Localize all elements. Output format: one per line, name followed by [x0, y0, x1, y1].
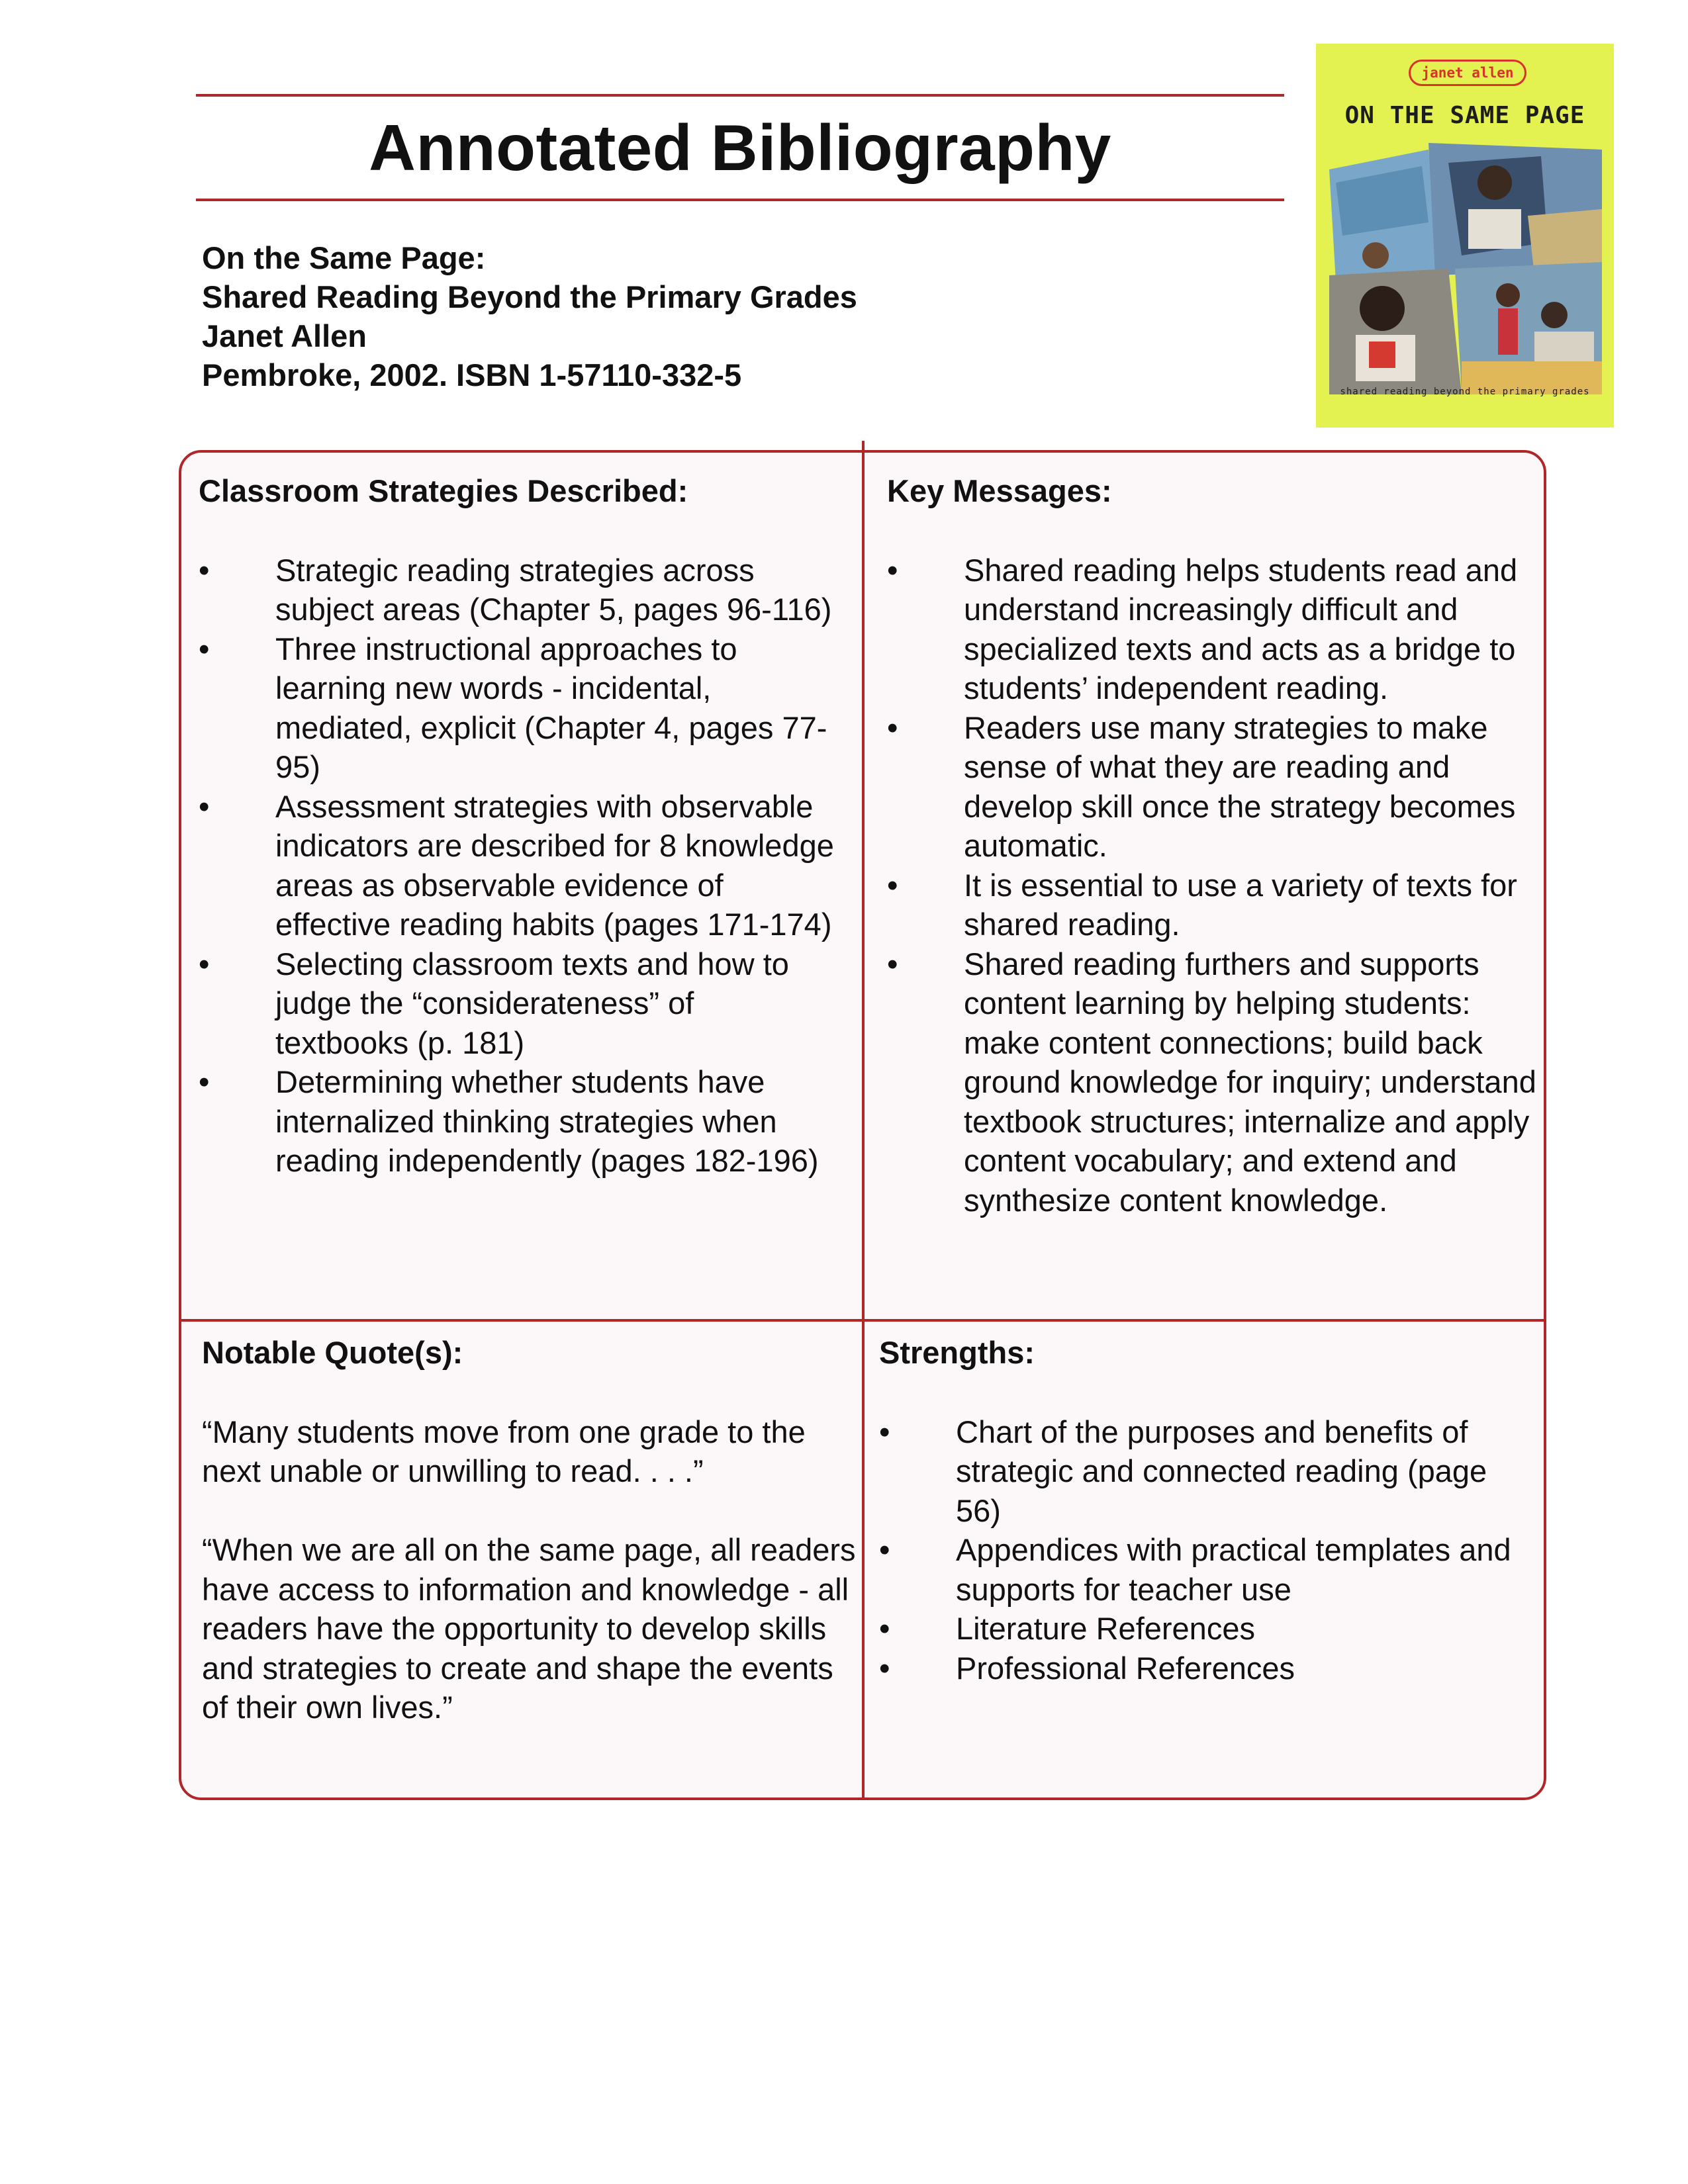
list-item-text: Readers use many strategies to make sense of what they are reading and develop skill once the strategy becomes automatic.: [964, 709, 1516, 863]
section-heading: Strengths:: [879, 1335, 1035, 1370]
bullet-icon: •: [199, 1064, 210, 1099]
page-title: Annotated Bibliography: [369, 111, 1111, 184]
messages-list: [887, 551, 1542, 1220]
list-item-text: Shared reading helps students read and understand increasingly difficult and specialized texts and acts as a bridge to students’ independent reading.: [964, 552, 1518, 705]
book-publication: Pembroke, 2002. ISBN 1-57110-332-5: [202, 357, 742, 392]
bullet-icon: •: [887, 946, 898, 981]
book-title-line: Shared Reading Beyond the Primary Grades: [202, 279, 857, 314]
list-item-text: Three instructional approaches to learning new words - incidental, mediated, explicit (Chapter 4, pages 77-95): [275, 631, 827, 784]
strengths-cell: [879, 1333, 1534, 1688]
list-item-text: Literature References: [956, 1611, 1255, 1646]
section-heading: Notable Quote(s):: [202, 1335, 463, 1370]
title-rule-top: [196, 94, 1284, 97]
bullet-icon: •: [199, 631, 210, 666]
list-item-text: Selecting classroom texts and how to judge the “considerateness” of textbooks (p. 181): [275, 946, 789, 1060]
list-item-text: Strategic reading strategies across subject areas (Chapter 5, pages 96-116): [275, 552, 832, 627]
bullet-icon: •: [887, 709, 898, 745]
table-divider-horizontal: [180, 1319, 1545, 1322]
list-item: [887, 551, 1542, 708]
list-item: [199, 1062, 834, 1181]
list-item-text: Determining whether students have internalized thinking strategies when reading independently (pages 182-196): [275, 1064, 819, 1178]
bullet-icon: •: [879, 1650, 890, 1686]
key-messages-cell: [887, 471, 1542, 1220]
list-item: [887, 944, 1542, 1220]
list-item-text: It is essential to use a variety of texts for shared reading.: [964, 867, 1517, 942]
list-item: [887, 866, 1542, 944]
classroom-strategies-cell: [199, 471, 834, 1181]
quote-text: “Many students move from one grade to the next unable or unwilling to read. . . .”: [202, 1414, 806, 1488]
bullet-icon: •: [879, 1611, 890, 1646]
section-heading: Key Messages:: [887, 473, 1112, 508]
list-item: [199, 551, 834, 629]
list-item: [199, 787, 834, 944]
section-heading: Classroom Strategies Described:: [199, 473, 688, 508]
bullet-icon: •: [199, 946, 210, 981]
cover-photo-collage: [1329, 143, 1602, 394]
list-item-text: Professional References: [956, 1650, 1295, 1686]
book-subtitle-line: On the Same Page:: [202, 240, 486, 275]
list-item: [879, 1530, 1534, 1609]
bullet-icon: •: [887, 867, 898, 903]
book-cover-image: [1316, 44, 1614, 428]
strengths-list: [879, 1412, 1534, 1688]
list-item: [887, 708, 1542, 866]
bullet-icon: •: [879, 1414, 890, 1449]
cover-subtitle: shared reading beyond the primary grades: [1340, 387, 1590, 397]
list-item-text: Assessment strategies with observable indicators are described for 8 knowledge areas as observable evidence of effective reading habits (pages 171-174): [275, 788, 834, 942]
book-author: Janet Allen: [202, 318, 367, 353]
list-item-text: Chart of the purposes and benefits of strategic and connected reading (page 56): [956, 1414, 1487, 1528]
list-item-text: Shared reading furthers and supports content learning by helping students: make content connections; build back ground knowledge for inquiry; understand textbook structures; internalize and apply content vocabulary; and extend and synthesize content knowledge.: [964, 946, 1536, 1218]
list-item: [879, 1412, 1534, 1531]
citation: [202, 238, 857, 394]
bullet-icon: •: [887, 552, 898, 588]
notable-quotes-cell: [202, 1333, 857, 1766]
list-item: [879, 1649, 1534, 1688]
bullet-icon: •: [879, 1532, 890, 1567]
strategies-list: [199, 551, 834, 1181]
bullet-icon: •: [199, 552, 210, 588]
list-item: [199, 944, 834, 1063]
cover-author: janet allen: [1409, 60, 1526, 86]
quote-text: “When we are all on the same page, all readers have access to information and knowledge - all readers have the opportunity to develop skills and strategies to create and shape the events of their own lives.”: [202, 1532, 856, 1725]
list-item-text: Appendices with practical templates and supports for teacher use: [956, 1532, 1511, 1607]
table-divider-vertical: [862, 441, 865, 1799]
cover-title: ON THE SAME PAGE: [1344, 102, 1585, 129]
list-item: [879, 1609, 1534, 1649]
bullet-icon: •: [199, 788, 210, 824]
list-item: [199, 629, 834, 787]
title-rule-bottom: [196, 199, 1284, 201]
